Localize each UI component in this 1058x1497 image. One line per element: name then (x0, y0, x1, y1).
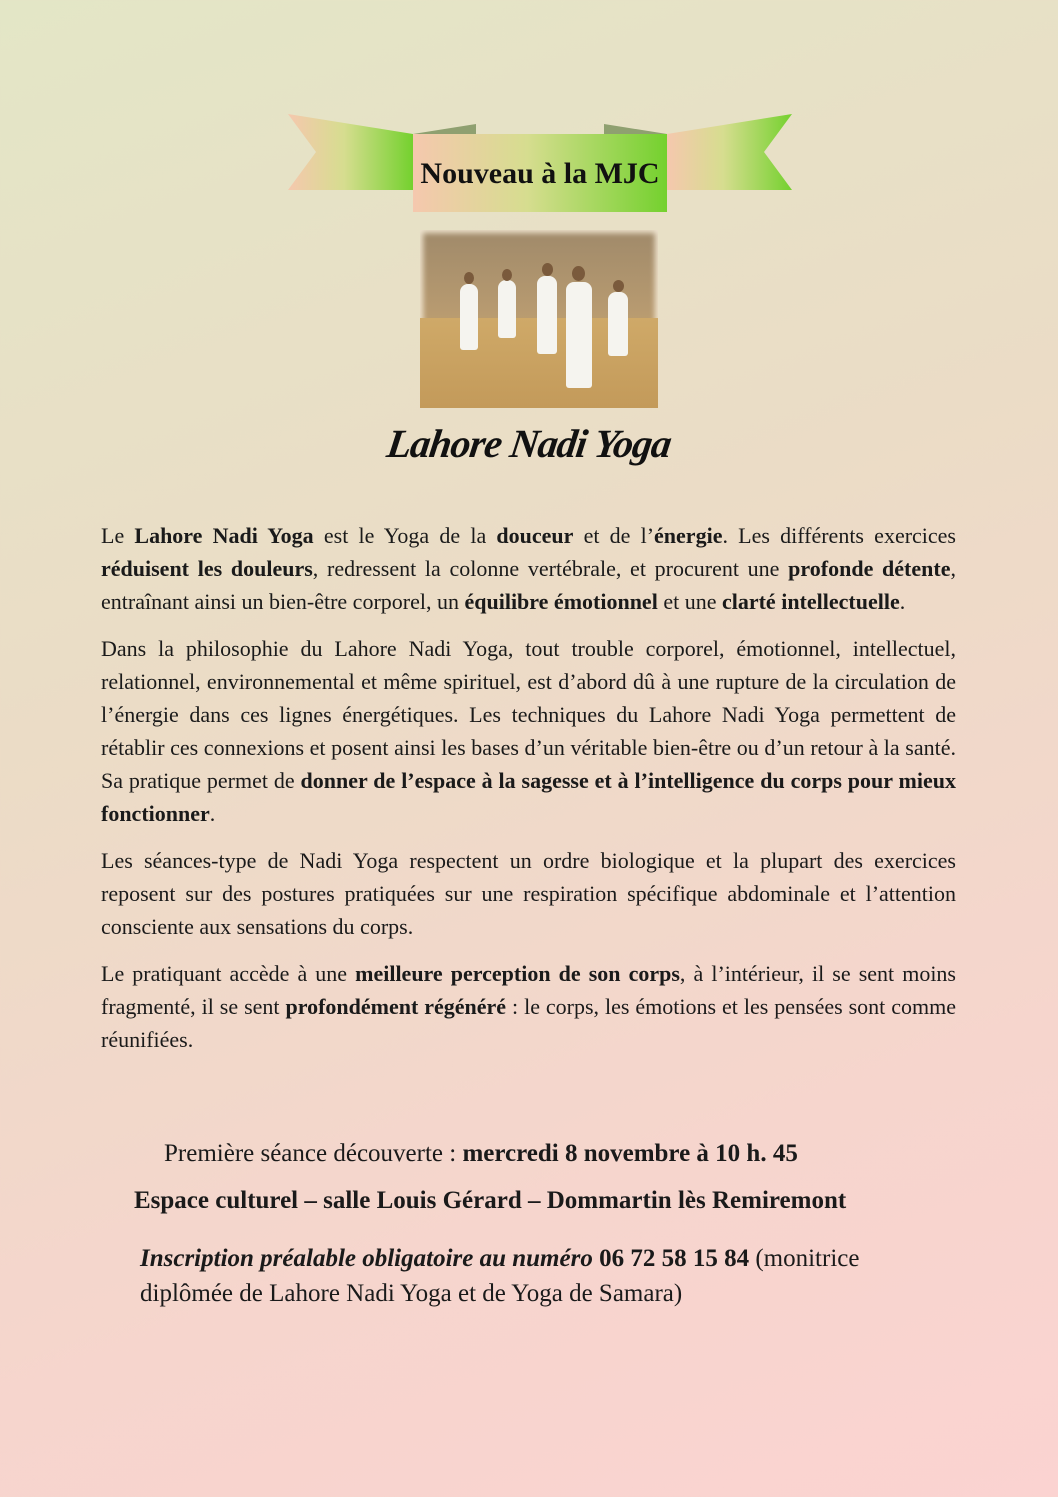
bold-run: réduisent les douleurs (101, 556, 313, 581)
photo-figure-5 (608, 292, 628, 356)
text-run: , entraînant ainsi un bien-être corporel, un (101, 556, 956, 614)
session-date: mercredi 8 novembre à 10 h. 45 (462, 1140, 798, 1167)
bold-run: équilibre émotionnel (464, 589, 658, 614)
session-label: Première séance découverte : (164, 1140, 463, 1167)
text-run: , redressent la colonne vertébrale, et procurent une (312, 556, 789, 581)
bold-run: donner de l’espace à la sagesse et à l’intelligence du corps pour mieux fonctionner (101, 768, 956, 826)
bold-run: Lahore Nadi Yoga (134, 523, 314, 548)
text-run: Dans la philosophie du Lahore Nadi Yoga, tout trouble corporel, émotionnel, intellectuel, relationnel, environnemental et même spirituel, est d’abord dû à une rupture de la circulation de l’énergie dans ces lignes énergétiques. Les techniques du Lahore Nadi Yoga permettent de rétablir ces connexions et posent ainsi les bases d’un véritable bien-être ou d’un retour à la santé. Sa pratique permet de (101, 636, 956, 793)
bold-run: énergie (654, 523, 723, 548)
text-run: et de l’ (573, 523, 655, 548)
text-run: . (899, 589, 906, 614)
text-run: et une (657, 589, 722, 614)
photo-figure-1 (460, 284, 478, 350)
bold-run: profondément régénéré (285, 994, 507, 1019)
banner-title: Nouveau à la MJC (420, 157, 660, 190)
yoga-class-photo (420, 230, 658, 408)
paragraph-philosophy (101, 632, 956, 830)
text-run: est le Yoga de la (313, 523, 497, 548)
text-run: . (209, 801, 216, 826)
paragraph-sessions: Les séances-type de Nadi Yoga respectent un ordre biologique et la plupart des exercices reposent sur des postures pratiquées sur une respiration spécifique abdominale et l’attention consciente aux sensations du corps. (101, 848, 956, 939)
photo-head-4 (572, 266, 585, 281)
photo-figure-4 (566, 282, 592, 388)
bold-run: meilleure perception de son corps (355, 961, 680, 986)
photo-head-3 (542, 263, 553, 276)
session-info (164, 1140, 798, 1168)
page-heading: Lahore Nadi Yoga (384, 421, 674, 466)
inscription-note: (monitrice diplômée de Lahore Nadi Yoga et de Yoga de Samara) (140, 1245, 860, 1307)
bold-run: douceur (496, 523, 574, 548)
photo-figure-3 (537, 276, 557, 354)
paragraph-intro (101, 519, 956, 618)
body-text (101, 519, 956, 1070)
location-info: Espace culturel – salle Louis Gérard – Dommartin lès Remiremont (134, 1187, 847, 1214)
bold-run: profonde détente (788, 556, 951, 581)
text-run: . Les différents exercices (722, 523, 956, 548)
inscription-label: Inscription préalable obligatoire au numéro (140, 1245, 593, 1272)
text-run: : le corps, les émotions et les pensées sont comme réunifiées. (101, 994, 956, 1052)
text-run: Le (101, 523, 135, 548)
photo-head-1 (464, 272, 474, 284)
photo-figure-2 (498, 280, 516, 338)
phone-number: 06 72 58 15 84 (599, 1245, 750, 1272)
ribbon-banner (288, 112, 792, 214)
inscription-info (140, 1241, 930, 1311)
text-run: Le pratiquant accède à une (101, 961, 356, 986)
photo-head-5 (613, 280, 624, 292)
bold-run: clarté intellectuelle (721, 589, 900, 614)
paragraph-benefits (101, 957, 956, 1056)
photo-head-2 (502, 269, 512, 281)
text-run: , à l’intérieur, il se sent moins fragmenté, il se sent (101, 961, 956, 1019)
